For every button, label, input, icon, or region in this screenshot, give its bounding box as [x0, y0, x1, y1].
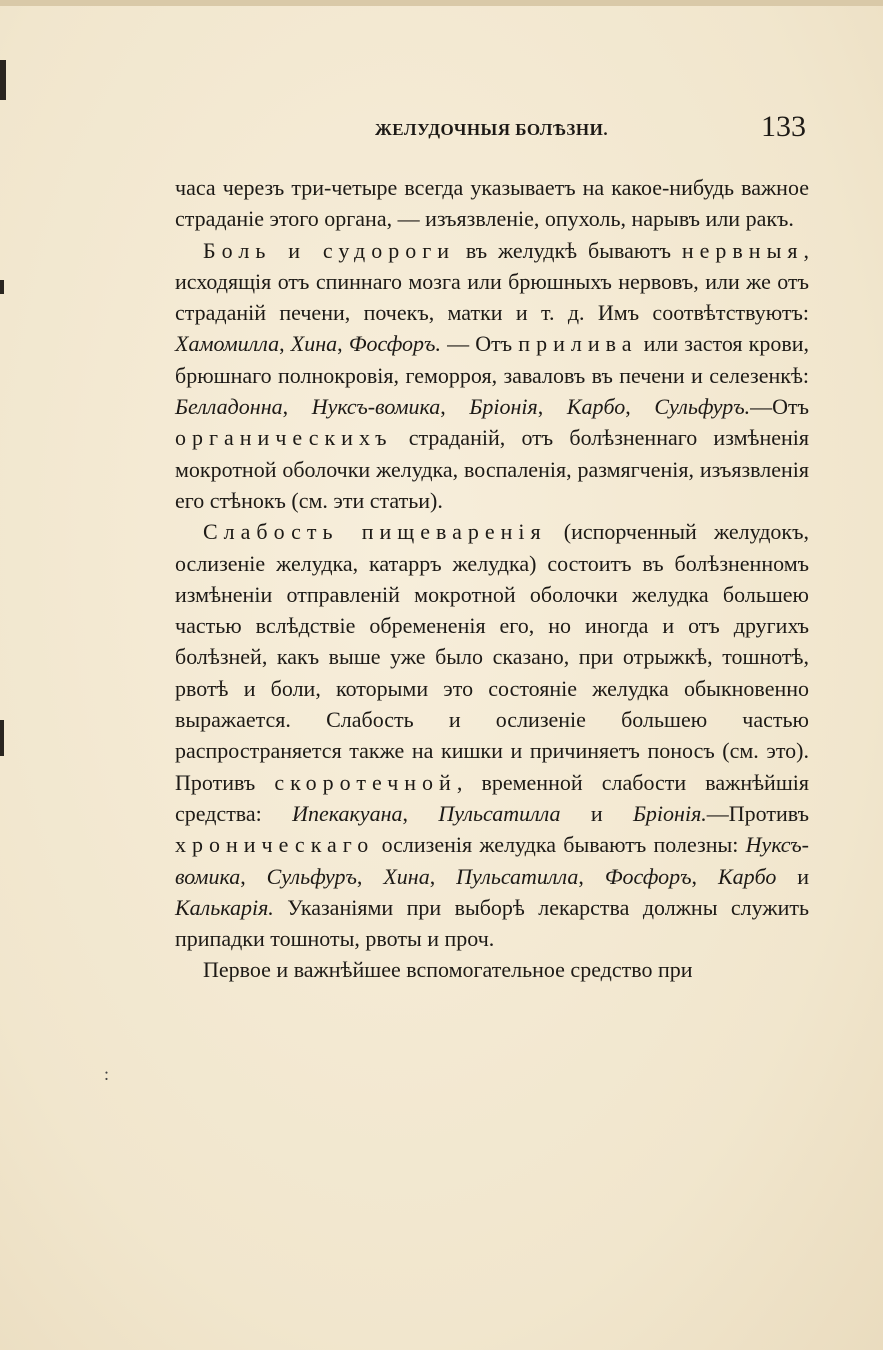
text-run: или застоя крови, брюшнаго полнокровія, геморроя, заваловъ въ печени и селезенкѣ: [175, 331, 810, 388]
text-run: , [440, 394, 470, 420]
italic-remedy-name: Карбо [566, 394, 626, 420]
text-run: ослизенія желудка бываютъ полезны: [374, 832, 746, 858]
italic-remedy-name: Хина [383, 863, 430, 889]
italic-remedy-name: Хина [290, 331, 338, 357]
paragraph [175, 516, 809, 954]
paragraph [175, 954, 809, 985]
text-run: —Противъ [706, 800, 809, 826]
text-run: , исходящія отъ спиннаго мозга или брюшныхъ нервовъ, или же отъ страданій печени, почекъ, матки и т. д. Имъ соотвѣтствуютъ: [175, 237, 809, 326]
text-run: и [560, 800, 633, 826]
text-run: — Отъ [440, 331, 519, 357]
page-top-edge [0, 0, 883, 6]
spaced-emphasis: прилива [518, 331, 638, 357]
text-run: Указаніями при выборѣ лекарства должны служить припадки тошноты, рвоты и проч. [175, 894, 809, 952]
italic-remedy-name: Пульсатилла [438, 800, 561, 826]
italic-remedy-name: Карбо [717, 863, 777, 889]
italic-remedy-name: Сульфуръ. [654, 394, 751, 420]
spaced-emphasis: скоротечной [274, 769, 457, 795]
text-run: страданій, отъ болѣзненнаго измѣненія мокротной оболочки желудка, воспаленія, размягченія, изъязвленія его стѣнокъ (см. эти статьи). [175, 425, 809, 513]
text-run: —Отъ [750, 394, 809, 420]
binding-shadow [0, 60, 6, 100]
text-run: и [776, 863, 810, 889]
italic-remedy-name: Хамомилла [175, 331, 280, 357]
text-run: , [578, 863, 605, 889]
binding-shadow [0, 720, 4, 756]
text-run: , временной слабости важнѣйшія средства: [175, 769, 809, 826]
spaced-emphasis: нервныя [681, 237, 804, 263]
text-run: , [691, 863, 718, 889]
paragraph [175, 235, 809, 517]
spaced-emphasis: органическихъ [175, 425, 393, 451]
italic-remedy-name: Пульсатилла [456, 863, 579, 889]
spaced-emphasis: Слабость пищеваренія [203, 519, 547, 545]
italic-remedy-name: Сульфуръ [266, 863, 357, 889]
text-run: , [537, 394, 567, 420]
italic-remedy-name: Бріонія [469, 394, 538, 420]
text-run: , [356, 863, 384, 889]
italic-remedy-name: Ипекакуана [292, 800, 403, 826]
text-run: , [337, 331, 349, 357]
page-header [175, 110, 810, 146]
text-run: (испорченный желудокъ, ослизеніе желудка, катарръ желудка) состоитъ въ болѣзненномъ измѣненіи отправленій мокротной оболочки желудка большею частью вслѣдствіе обремененія его, но иногда и отъ другихъ болѣзней, какъ выше уже было сказано, при отрыжкѣ, тошнотѣ, рвотѣ и боли, которыми это состояніе желудка обыкновенно выражается. Слабость и ослизеніе большею частью распространяется также на кишки и причиняетъ поносъ (см. это). Противъ [175, 519, 809, 795]
text-run: , [625, 394, 655, 420]
margin-mark: : [104, 1064, 110, 1084]
italic-remedy-name: Бріонія. [632, 800, 707, 826]
italic-remedy-name: Фосфоръ. [348, 331, 441, 357]
italic-remedy-name: Калькарія. [175, 894, 274, 920]
text-run: часа черезъ три-четыре всегда указываетъ на какое-нибудь важное страданіе этого органа, — изъязвленіе, опухоль, нарывъ или ракъ. [175, 175, 809, 232]
text-run: , [429, 863, 457, 889]
text-run: , [282, 394, 312, 420]
paragraph [175, 172, 809, 235]
italic-remedy-name: Нуксъ-вомика [311, 394, 441, 420]
italic-remedy-name: Нуксъ-вомика [175, 832, 809, 889]
page-body-text [175, 172, 809, 986]
italic-remedy-name: Белладонна [175, 394, 283, 420]
running-head: ЖЕЛУДОЧНЫЯ БОЛѢЗНИ. [375, 120, 609, 139]
text-run: , [279, 331, 291, 357]
text-run: , [402, 800, 439, 826]
text-run: , [240, 863, 267, 889]
spaced-emphasis: Боль и судороги [203, 237, 455, 263]
italic-remedy-name: Фосфоръ [604, 863, 692, 889]
spaced-emphasis: хроническаго [175, 832, 375, 858]
text-run: въ желудкѣ бываютъ [455, 237, 682, 263]
page-number: 133 [761, 110, 806, 143]
text-run: Первое и важнѣйшее вспомогательное средство при [203, 957, 693, 983]
binding-shadow [0, 280, 4, 294]
